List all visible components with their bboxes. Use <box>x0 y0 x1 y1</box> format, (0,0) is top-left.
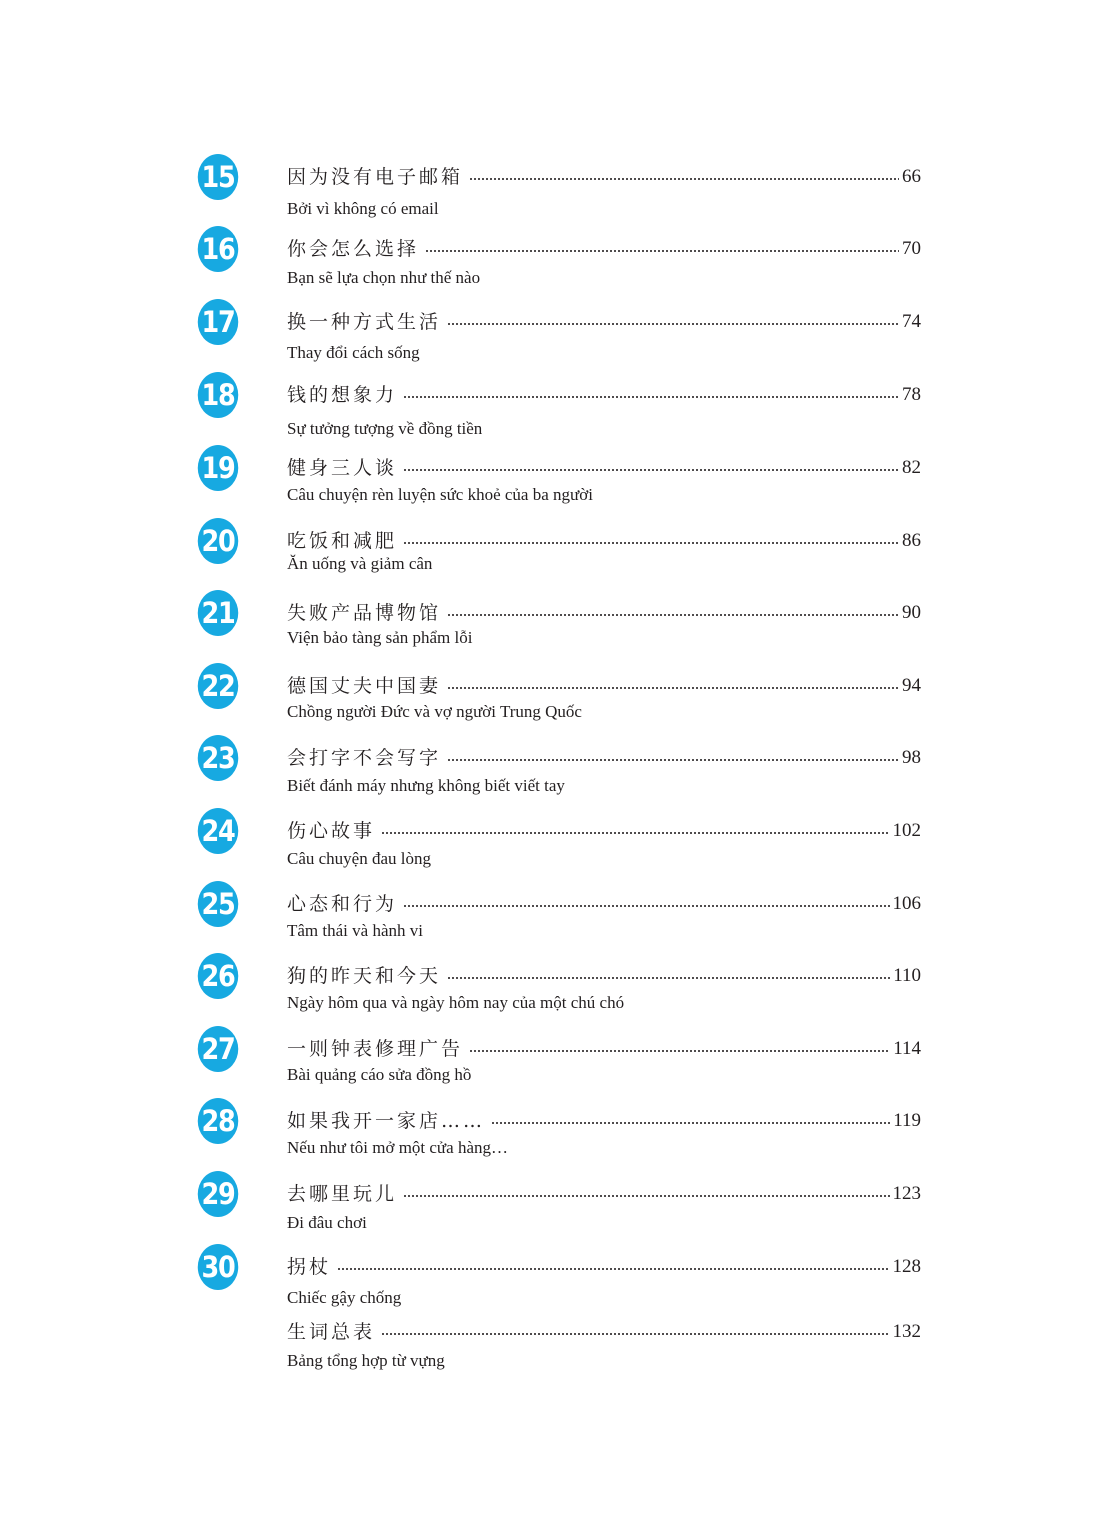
page-number: 82 <box>902 457 921 478</box>
chinese-title: 生词总表 <box>287 1321 376 1343</box>
page-number: 123 <box>892 1183 921 1204</box>
page-number: 90 <box>902 602 921 623</box>
chinese-title: 德国丈夫中国妻 <box>287 675 442 697</box>
toc-title-row <box>287 1317 921 1347</box>
lesson-number-badge: 25 <box>198 881 238 927</box>
vietnamese-title: Biết đánh máy nhưng không biết viết tay <box>287 776 565 795</box>
dot-leader <box>447 977 890 979</box>
chinese-title: 失败产品博物馆 <box>287 602 442 624</box>
lesson-number-badge: 28 <box>198 1098 238 1144</box>
lesson-number-badge: 15 <box>198 154 238 200</box>
lesson-number-badge: 23 <box>198 735 238 781</box>
lesson-number-badge: 20 <box>198 518 238 564</box>
toc-title-row <box>287 1252 921 1282</box>
vietnamese-title: Bảng tổng hợp từ vựng <box>287 1351 445 1370</box>
toc-title-row <box>287 1034 921 1064</box>
dot-leader <box>337 1268 889 1270</box>
dot-leader <box>447 687 899 689</box>
dot-leader <box>403 905 889 907</box>
chinese-title: 如果我开一家店…… <box>287 1110 486 1132</box>
dot-leader <box>403 469 899 471</box>
page-number: 94 <box>902 675 921 696</box>
page-number: 132 <box>892 1321 921 1342</box>
chinese-title: 狗的昨天和今天 <box>287 965 442 987</box>
dot-leader <box>491 1122 890 1124</box>
vietnamese-title: Thay đổi cách sống <box>287 343 420 362</box>
lesson-number-badge: 18 <box>198 372 238 418</box>
chinese-title: 心态和行为 <box>287 893 398 915</box>
page-number: 106 <box>892 893 921 914</box>
vietnamese-title: Câu chuyện rèn luyện sức khoẻ của ba người <box>287 485 593 504</box>
toc-title-row <box>287 453 921 483</box>
chinese-title: 钱的想象力 <box>287 384 398 406</box>
vietnamese-title: Câu chuyện đau lòng <box>287 849 431 868</box>
chinese-title: 去哪里玩儿 <box>287 1183 398 1205</box>
dot-leader <box>447 323 899 325</box>
lesson-number-badge: 17 <box>198 299 238 345</box>
dot-leader <box>447 759 899 761</box>
toc-title-row <box>287 598 921 628</box>
vietnamese-title: Chiếc gậy chống <box>287 1288 402 1307</box>
page-number: 78 <box>902 384 921 405</box>
dot-leader <box>381 1333 889 1335</box>
chinese-title: 因为没有电子邮箱 <box>287 166 464 188</box>
chinese-title: 换一种方式生活 <box>287 311 442 333</box>
vietnamese-title: Ngày hôm qua và ngày hôm nay của một chú chó <box>287 993 625 1012</box>
vietnamese-title: Bạn sẽ lựa chọn như thế nào <box>287 268 481 287</box>
dot-leader <box>403 542 899 544</box>
toc-title-row <box>287 743 921 773</box>
page-number: 86 <box>902 530 921 551</box>
lesson-number-badge: 21 <box>198 590 238 636</box>
dot-leader <box>425 250 899 252</box>
dot-leader <box>403 1195 889 1197</box>
lesson-number-badge: 22 <box>198 663 238 709</box>
dot-leader <box>469 178 899 180</box>
page-number: 119 <box>893 1110 921 1131</box>
chinese-title: 健身三人谈 <box>287 457 398 479</box>
vietnamese-title: Ăn uống và giảm cân <box>287 554 433 573</box>
toc-title-row <box>287 816 921 846</box>
toc-entry-vocabulary[interactable] <box>0 1321 1099 1402</box>
toc-title-row <box>287 1106 921 1136</box>
toc-title-row <box>287 671 921 701</box>
chinese-title: 伤心故事 <box>287 820 376 842</box>
page-number: 70 <box>902 238 921 259</box>
chinese-title: 一则钟表修理广告 <box>287 1038 464 1060</box>
lesson-number-badge: 30 <box>198 1244 238 1290</box>
toc-title-row <box>287 380 921 410</box>
chinese-title: 会打字不会写字 <box>287 747 442 769</box>
dot-leader <box>447 614 899 616</box>
chinese-title: 吃饭和减肥 <box>287 530 398 552</box>
toc-title-row <box>287 889 921 919</box>
dot-leader <box>403 396 899 398</box>
toc-title-row <box>287 961 921 991</box>
vietnamese-title: Chồng người Đức và vợ người Trung Quốc <box>287 702 582 721</box>
page-number: 66 <box>902 166 921 187</box>
toc-title-row <box>287 1179 921 1209</box>
vietnamese-title: Tâm thái và hành vi <box>287 921 423 940</box>
lesson-number-badge: 27 <box>198 1026 238 1072</box>
vietnamese-title: Sự tưởng tượng về đồng tiền <box>287 419 483 438</box>
chinese-title: 拐杖 <box>287 1256 332 1278</box>
toc-title-row <box>287 307 921 337</box>
lesson-number-badge: 29 <box>198 1171 238 1217</box>
dot-leader <box>381 832 889 834</box>
lesson-number-badge: 24 <box>198 808 238 854</box>
toc-title-row <box>287 234 921 264</box>
dot-leader <box>469 1050 890 1052</box>
page-number: 128 <box>892 1256 921 1277</box>
page-number: 102 <box>892 820 921 841</box>
vietnamese-title: Bài quảng cáo sửa đồng hồ <box>287 1065 472 1084</box>
toc-title-row <box>287 162 921 192</box>
lesson-number-badge: 19 <box>198 445 238 491</box>
page-number: 114 <box>893 1038 921 1059</box>
vietnamese-title: Đi đâu chơi <box>287 1213 367 1232</box>
vietnamese-title: Nếu như tôi mở một cửa hàng… <box>287 1138 508 1157</box>
lesson-number-badge: 16 <box>198 226 238 272</box>
vietnamese-title: Bởi vì không có email <box>287 199 439 218</box>
chinese-title: 你会怎么选择 <box>287 238 420 260</box>
page-number: 98 <box>902 747 921 768</box>
toc-title-row <box>287 526 921 556</box>
lesson-number-badge: 26 <box>198 953 238 999</box>
vietnamese-title: Viện bảo tàng sản phẩm lỗi <box>287 628 473 647</box>
page-number: 74 <box>902 311 921 332</box>
page-number: 110 <box>893 965 921 986</box>
